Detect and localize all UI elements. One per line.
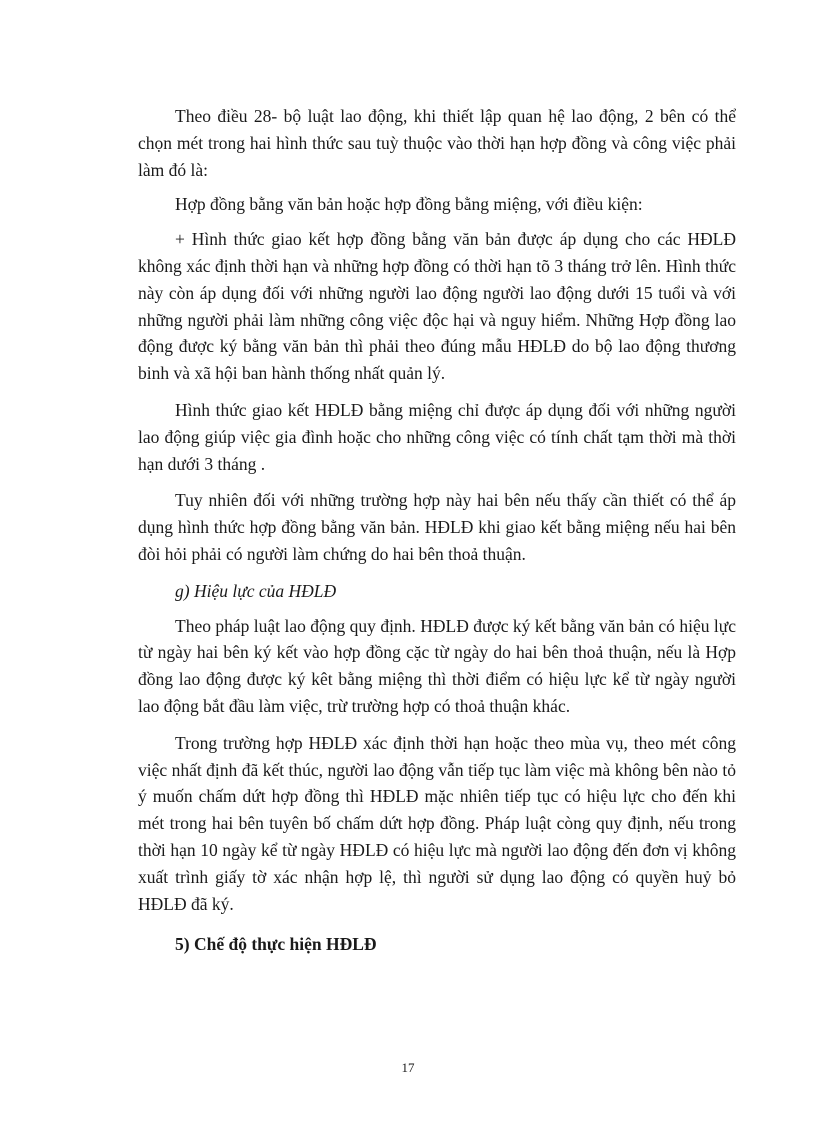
paragraph-oral-contract: Hình thức giao kết HĐLĐ bằng miệng chỉ được áp dụng đối với những người lao động giúp việc gia đình hoặc cho những công việc có tính chất tạm thời mà thời hạn dưới 3 tháng . <box>138 399 736 474</box>
section-heading-implementation: 5) Chế độ thực hiện HĐLĐ <box>175 934 377 955</box>
page-content <box>138 103 736 958</box>
paragraph-validity-law: Theo pháp luật lao động quy định. HĐLĐ được ký kết bằng văn bản có hiệu lực từ ngày hai bên ký kết vào hợp đồng cặc từ ngày do hai bên thoả thuận, nếu là Hợp đồng lao động được ký kêt bằng miệng thì thời điểm có hiệu lực kể từ ngày người lao động bắt đầu làm việc, trừ trường hợp có thoả thuận khác. <box>138 615 736 716</box>
paragraph-however: Tuy nhiên đối với những trường hợp này hai bên nếu thấy cần thiết có thể áp dụng hình thức hợp đồng bằng văn bản. HĐLĐ khi giao kết bằng miệng nếu hai bên đòi hỏi phải có người làm chứng do hai bên thoả thuận. <box>138 490 736 564</box>
page-number: 17 <box>401 1060 415 1075</box>
paragraph-article-28: Theo điều 28- bộ luật lao động, khi thiết lập quan hệ lao động, 2 bên có thể chọn mét trong hai hình thức sau tuỳ thuộc vào thời hạn hợp đồng và công việc phải làm đó là: <box>138 106 736 180</box>
paragraph-written-contract: + Hình thức giao kết hợp đồng bằng văn bản được áp dụng cho các HĐLĐ không xác định thời hạn và những hợp đồng có thời hạn tõ 3 tháng trở lên. Hình thức này còn áp dụng đối với những người lao động người lao động dưới 15 tuổi và với những người phải làm những công việc độc hại và nguy hiểm. Những Hợp đồng lao động được ký bằng văn bản thì phải theo đúng mẫu HĐLĐ do bộ lao động thương binh và xã hội ban hành thống nhất quản lý. <box>138 229 736 384</box>
section-heading-validity: g) Hiệu lực của HĐLĐ <box>175 580 337 601</box>
paragraph-validity-continuation: Trong trường hợp HĐLĐ xác định thời hạn hoặc theo mùa vụ, theo mét công việc nhất định đã kết thúc, người lao động vẫn tiếp tục làm việc mà không bên nào tỏ ý muốn chấm dứt hợp đồng thì HĐLĐ mặc nhiên tiếp tục có hiệu lực cho đến khi mét trong hai bên tuyên bố chấm dứt hợp đồng. Pháp luật còng quy định, nếu trong thời hạn 10 ngày kể từ ngày HĐLĐ có hiệu lực mà người lao động đến đơn vị không xuất trình giấy tờ xác nhận hợp lệ, thì người sử dụng lao động có quyền huỷ bỏ HĐLĐ đã ký. <box>138 732 736 914</box>
paragraph-contract-forms: Hợp đồng bằng văn bản hoặc hợp đồng bằng miệng, với điều kiện: <box>175 194 643 215</box>
